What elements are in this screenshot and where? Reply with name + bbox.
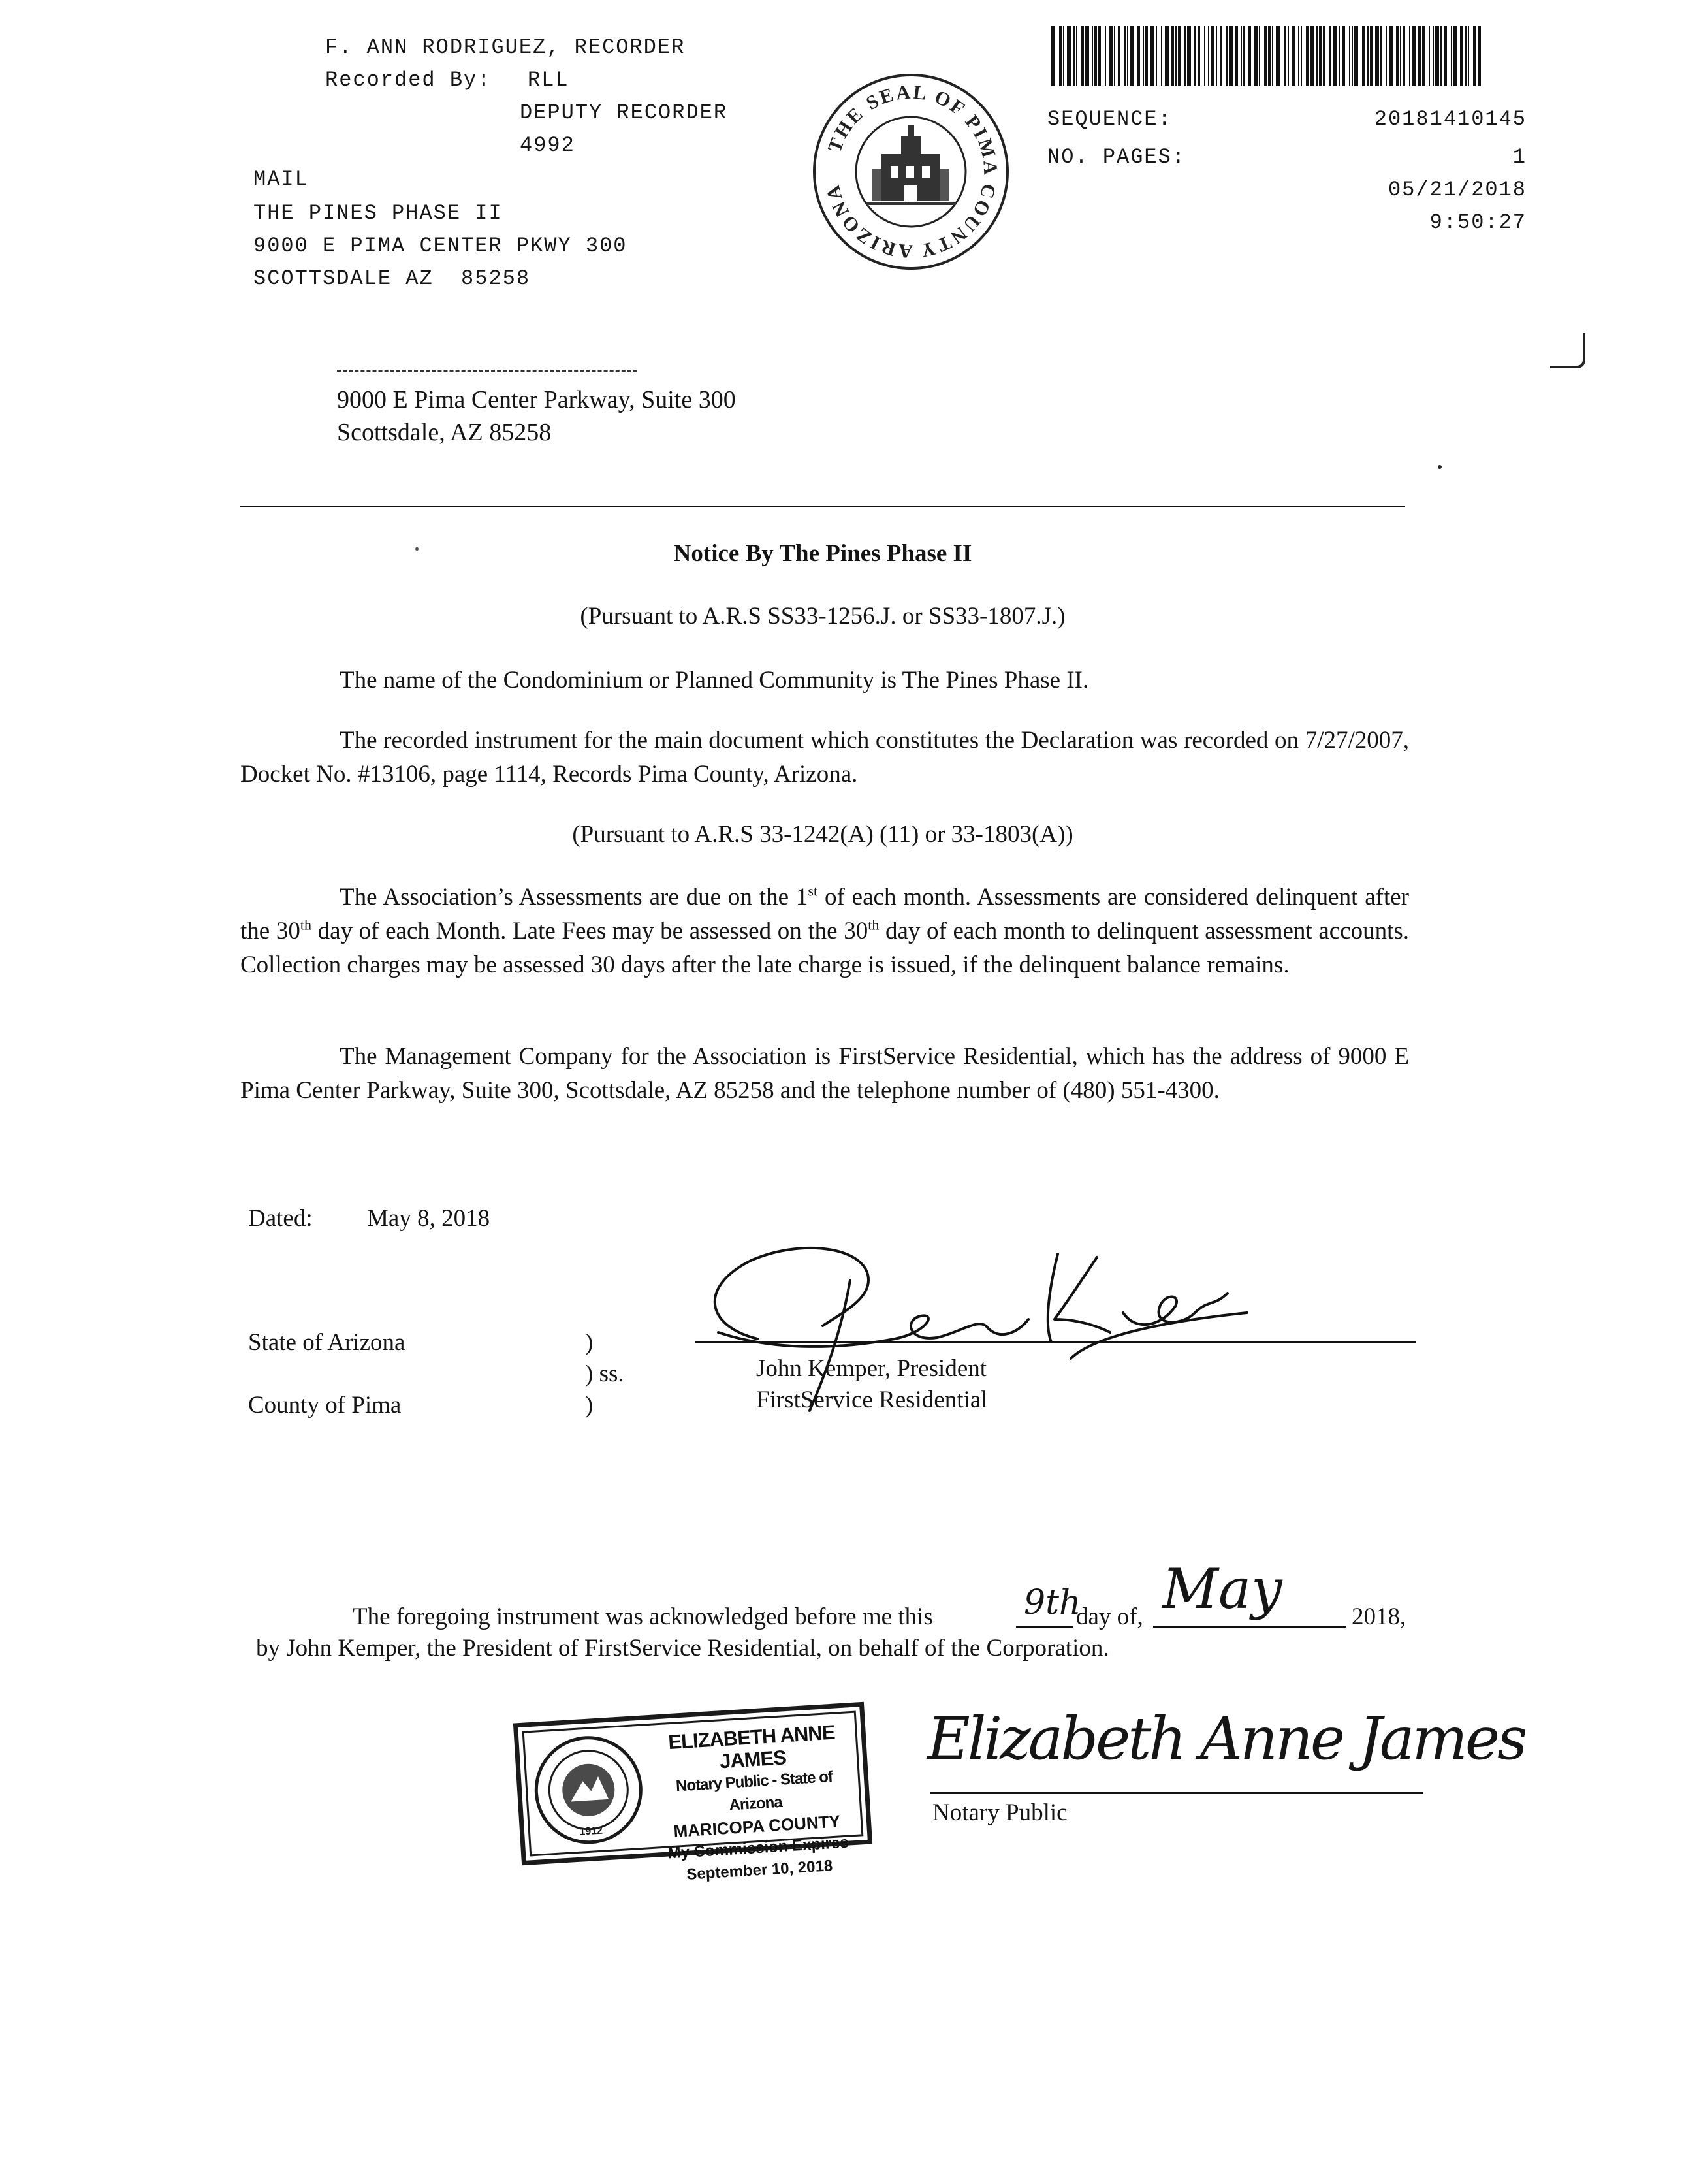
barcode-bar (1076, 26, 1077, 86)
assessments-text-c: day of each Month. Late Fees may be assessed on the 30 (311, 918, 868, 944)
mail-label: MAIL (253, 167, 309, 191)
signatory-name-title: John Kemper, President (756, 1355, 987, 1382)
month-blank (1153, 1626, 1346, 1628)
venue-county: County of Pima (248, 1392, 402, 1419)
barcode-bar (1451, 26, 1452, 86)
barcode-bar (1130, 26, 1134, 86)
signatory-company: FirstService Residential (756, 1387, 988, 1413)
day-blank (1016, 1626, 1073, 1628)
barcode-bar (1137, 26, 1140, 86)
deputy-title: DEPUTY RECORDER (520, 101, 728, 125)
barcode-bar (1418, 26, 1421, 86)
pursuant-statute-2: (Pursuant to A.R.S 33-1242(A) (11) or 33-1803(A)) (572, 821, 1073, 848)
barcode-bar (1412, 26, 1416, 86)
barcode-bar (1329, 26, 1331, 86)
barcode-bar (1264, 26, 1267, 86)
sequence-value: 20181410145 (1374, 107, 1527, 131)
barcode-bar (1259, 26, 1260, 86)
day-handwritten: 9th (1024, 1583, 1081, 1622)
barcode-bar (1109, 26, 1113, 86)
barcode-bar (1342, 26, 1345, 86)
seal-text: THE SEAL OF PIMA COUNTY ARIZONA (821, 81, 1002, 263)
barcode-bar (1085, 26, 1089, 86)
barcode-bar (1306, 26, 1309, 86)
barcode-bar (1465, 26, 1467, 86)
barcode-bar (1292, 26, 1295, 86)
barcode-bar (1386, 26, 1387, 86)
notary-stamp-title: Notary Public - State of Arizona (675, 1767, 833, 1814)
return-address-line2: Scottsdale, AZ 85258 (337, 419, 552, 446)
barcode-bar (1276, 26, 1280, 86)
acknowledgment-line2: by John Kemper, the President of FirstService Residential, on behalf of the Corporation. (256, 1635, 1109, 1662)
pages-value: 1 (1512, 145, 1527, 169)
barcode-bar (1092, 26, 1093, 86)
recorded-by-label: Recorded By: (325, 68, 492, 92)
barcode-bar (1352, 26, 1353, 86)
barcode-bar (1124, 26, 1126, 86)
barcode-bar (1422, 26, 1425, 86)
barcode-bar (1216, 26, 1217, 86)
barcode-bar (1248, 26, 1251, 86)
barcode-bar (1380, 26, 1382, 86)
recorded-instrument-paragraph: The recorded instrument for the main document which constitutes the Declaration was recorded on 7/27/2007, Docket No. #13106, page 1114, Records Pima County, Arizona. (240, 727, 1409, 788)
dated-label: Dated: (248, 1205, 313, 1232)
community-name-statement: The name of the Condominium or Planned Community is The Pines Phase II. (340, 667, 1089, 694)
ordinal-suffix: th (868, 916, 880, 933)
barcode-bar (1208, 26, 1209, 86)
venue-paren: ) (585, 1329, 594, 1356)
return-address-line1: 9000 E Pima Center Parkway, Suite 300 (337, 386, 736, 413)
barcode-bar (1460, 26, 1463, 86)
barcode-bar (1310, 26, 1314, 86)
barcode-bar (1468, 26, 1469, 86)
barcode-bar (1184, 26, 1186, 86)
barcode-bar (1433, 26, 1434, 86)
barcode-bar (1403, 26, 1405, 86)
notary-stamp (513, 1702, 872, 1884)
notice-title: Notice By The Pines Phase II (673, 540, 972, 567)
barcode-icon (1050, 26, 1484, 86)
deputy-number: 4992 (520, 133, 575, 157)
barcode-bar (1323, 26, 1325, 86)
barcode-bar (1367, 26, 1369, 86)
arizona-state-seal-icon (530, 1732, 646, 1848)
seal-year: 1912 (579, 1825, 603, 1838)
recording-time: 9:50:27 (1429, 210, 1527, 234)
barcode-bar (1389, 26, 1393, 86)
barcode-bar (1118, 26, 1120, 86)
barcode-bar (1453, 26, 1457, 86)
barcode-bar (1429, 26, 1430, 86)
scan-corner-mark (1547, 330, 1593, 376)
barcode-bar (1444, 26, 1447, 86)
barcode-bar (1409, 26, 1410, 86)
seal-building-icon (866, 125, 956, 204)
assessments-text-d: day of each month to delinquent assessment accounts. Collection charges may be assessed 30 days after the late charge is issued, if the delinquent balance remains. (240, 918, 1410, 978)
barcode-bar (1298, 26, 1299, 86)
barcode-bar (1098, 26, 1101, 86)
venue-ss: ) ss. (585, 1360, 624, 1387)
month-handwritten: May (1162, 1557, 1282, 1621)
barcode-bar (1150, 26, 1154, 86)
barcode-bar (1375, 26, 1379, 86)
recorded-by-value: RLL (528, 68, 569, 92)
scan-speck (1438, 465, 1442, 469)
notary-stamp-text (646, 1720, 865, 1888)
venue-paren: ) (585, 1392, 594, 1419)
acknowledgment-year: 2018, (1352, 1603, 1406, 1630)
notary-stamp-county: MARICOPA COUNTY (673, 1811, 841, 1841)
barcode-bar (1178, 26, 1181, 86)
barcode-bar (1175, 26, 1177, 86)
notary-public-label: Notary Public (932, 1799, 1068, 1826)
header-divider (240, 506, 1405, 507)
notary-stamp-commission-label: My Commission Expires (667, 1833, 849, 1863)
management-company-paragraph: The Management Company for the Association is FirstService Residential, which has the address of 9000 E Pima Center Parkway, Suite 300, Scottsdale, AZ 85258 and the telephone number of (480) 551-4300. (240, 1043, 1409, 1104)
dated-value: May 8, 2018 (367, 1205, 490, 1232)
barcode-bar (1114, 26, 1115, 86)
barcode-bar (1268, 26, 1271, 86)
barcode-bar (1220, 26, 1222, 86)
notary-stamp-name: ELIZABETH ANNE JAMES (667, 1720, 836, 1773)
barcode-bar (1440, 26, 1442, 86)
barcode-bar (1105, 26, 1106, 86)
barcode-bar (1198, 26, 1200, 86)
barcode-bar (1081, 26, 1084, 86)
notary-stamp-commission-date: September 10, 2018 (686, 1857, 833, 1884)
barcode-bar (1229, 26, 1233, 86)
assessments-paragraph (240, 880, 1409, 982)
barcode-bar (1288, 26, 1289, 86)
barcode-bar (1400, 26, 1401, 86)
barcode-bar (1145, 26, 1148, 86)
barcode-bar (1094, 26, 1097, 86)
barcode-bar (1067, 26, 1071, 86)
barcode-bar (1284, 26, 1286, 86)
acknowledgment-line1-a: The foregoing instrument was acknowledged before me this (353, 1603, 933, 1630)
barcode-bar (1349, 26, 1350, 86)
barcode-bar (1362, 26, 1365, 86)
barcode-bar (1316, 26, 1318, 86)
barcode-bar (1161, 26, 1162, 86)
barcode-bar (1370, 26, 1373, 86)
barcode-bar (1319, 26, 1322, 86)
barcode-bar (1059, 26, 1062, 86)
pima-county-seal (810, 71, 1012, 273)
barcode-bar (1204, 26, 1205, 86)
barcode-bar (1187, 26, 1191, 86)
ordinal-suffix: th (300, 916, 311, 933)
redacted-line (337, 370, 637, 372)
barcode-bar (1254, 26, 1258, 86)
barcode-bar (1339, 26, 1340, 86)
barcode-bar (1333, 26, 1337, 86)
notary-signature-line (930, 1792, 1423, 1794)
barcode-bar (1127, 26, 1128, 86)
assessments-text-a: The Association’s Assessments are due on the 1 (340, 884, 808, 910)
ordinal-suffix: st (808, 882, 818, 899)
venue-state: State of Arizona (248, 1329, 405, 1356)
barcode-bar (1165, 26, 1169, 86)
barcode-bar (1354, 26, 1358, 86)
barcode-bar (1396, 26, 1399, 86)
barcode-bar (1171, 26, 1174, 86)
barcode-bar (1301, 26, 1302, 86)
barcode-bar (1243, 26, 1245, 86)
recorder-name: F. ANN RODRIGUEZ, RECORDER (325, 35, 686, 59)
barcode-bar (1194, 26, 1196, 86)
barcode-bar (1478, 26, 1481, 86)
barcode-bar (1156, 26, 1157, 86)
mail-name: THE PINES PHASE II (253, 201, 503, 225)
barcode-bar (1226, 26, 1228, 86)
barcode-bar (1211, 26, 1214, 86)
sequence-label: SEQUENCE: (1047, 107, 1172, 131)
barcode-bar (1272, 26, 1273, 86)
mail-street: 9000 E PIMA CENTER PKWY 300 (253, 234, 627, 258)
acknowledgment-day-of: day of, (1076, 1603, 1143, 1630)
recording-date: 05/21/2018 (1388, 178, 1527, 202)
barcode-bar (1073, 26, 1075, 86)
barcode-bar (1473, 26, 1476, 86)
mail-city-state-zip: SCOTTSDALE AZ 85258 (253, 266, 531, 291)
pages-label: NO. PAGES: (1047, 145, 1186, 169)
barcode-bar (1143, 26, 1144, 86)
barcode-bar (1235, 26, 1238, 86)
barcode-bar (1241, 26, 1242, 86)
barcode-bar (1051, 26, 1055, 86)
assessments-text-b: of each month. Assessments are considered delinquent after the 30 (240, 884, 1409, 944)
notary-signature: Elizabeth Anne James (927, 1705, 1525, 1773)
barcode-bar (1435, 26, 1439, 86)
pursuant-statute-1: (Pursuant to A.R.S SS33-1256.J. or SS33-1807.J.) (580, 603, 1066, 630)
barcode-bar (1063, 26, 1064, 86)
